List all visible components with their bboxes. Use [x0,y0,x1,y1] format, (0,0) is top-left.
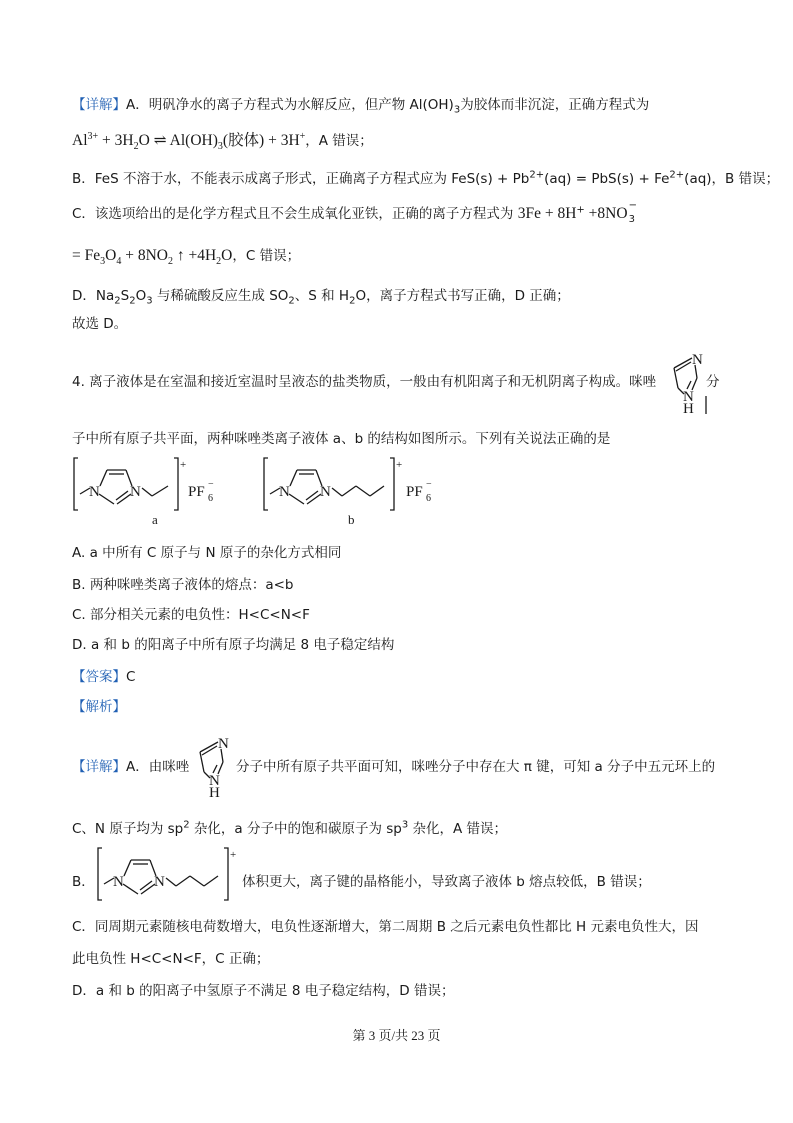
svg-text:H: H [209,785,220,798]
answer-value: C [126,669,136,685]
question-4-line-2: 子中所有原子共平面，两种咪唑类离子液体 a、b 的结构如图所示。下列有关说法正确的是 [72,431,611,447]
explanation-a-line-1-cont: 分子中所有原子共平面可知，咪唑分子中存在大 π 键，可知 a 分子中五元环上的 [236,759,716,775]
explanation-a-line-1: 【详解】A．由咪唑 [72,759,190,775]
detail-tag: 【详解】 [72,97,126,113]
explanation-d: D．a 和 b 的阳离子中氢原子不满足 8 电子稳定结构，D 错误； [72,983,455,999]
paragraph-detail-c: C．该选项给出的是化学方程式且不会生成氧化亚铁，正确的离子方程式为 3Fe + 8H+ +8NO − 3 [72,200,637,225]
equation-c-continued: = $Fe_3O_4 + 8NO_2$ ↑ $+4H_2O$，C 错误； [72,247,301,268]
imidazole-structure-icon [664,344,716,414]
explanation-a-line-2: C、N 原子均为 $sp^2$ 杂化，a 分子中的饱和碳原子为 $sp^3$ 杂化，A 错误； [72,819,508,837]
paragraph-detail-d: D．$Na_2S_2O_3$ 与稀硫酸反应生成 $SO_2$、S 和 $H_2O$，离子方程式书写正确，D 正确； [72,288,570,307]
svg-text:N: N [218,736,229,752]
option-a: A. a 中所有 C 原子与 N 原子的杂化方式相同 [72,545,342,561]
answer-tag: 【答案】 [72,669,126,685]
svg-text:N: N [209,773,220,789]
structure-b-label: b [348,512,355,527]
explanation-c-line-1: C．同周期元素随核电荷数增大，电负性逐渐增大，第二周期 B 之后元素电负性都比 H 元素电负性大，因 [72,919,699,935]
page-footer: 第 3 页/共 23 页 [352,1028,441,1043]
svg-text:N: N [130,484,141,500]
svg-text:N: N [320,484,331,500]
svg-text:+: + [396,459,403,471]
cation-b-structure [96,846,236,902]
svg-text:+: + [230,849,236,861]
explanation-b-prefix: B． [72,874,95,890]
svg-text:PF: PF [188,484,205,500]
structure-a-label: a [152,512,158,527]
question-4-line-1-end: 分 [706,374,720,390]
option-d: D. a 和 b 的阳离子中所有原子均满足 8 电子稳定结构 [72,637,395,653]
svg-text:N: N [89,484,100,500]
svg-text:N: N [113,874,124,890]
paragraph-detail-b: B．FeS 不溶于水，不能表示成离子形式，正确离子方程式应为 $FeS(s) + Pb^{2+}(aq) = PbS(s) + Fe^{2+}(aq)$，B 错误； [72,169,780,187]
svg-text:PF: PF [406,484,423,500]
svg-text:N: N [154,874,165,890]
svg-text:H: H [683,401,694,414]
imidazole-structure-icon-2 [190,728,242,798]
svg-text:N: N [692,352,703,368]
svg-text:−: − [208,479,214,490]
svg-text:+: + [180,459,187,471]
svg-text:6: 6 [426,493,431,504]
svg-text:N: N [279,484,290,500]
equation-a: $Al^{3+} + 3H_2O$ ⇌ $Al(OH)_3$(胶体) + 3H+，A 错误； [72,130,373,153]
svg-text:−: − [426,479,432,490]
answer [72,668,135,686]
option-c: C. 部分相关元素的电负性：H<C<N<F [72,607,310,623]
svg-text:6: 6 [208,493,213,504]
analysis-tag: 【解析】 [72,699,126,715]
explanation-b-text: 体积更大，离子键的晶格能小，导致离子液体 b 熔点较低，B 错误； [242,874,651,890]
paragraph-detail-a: 【详解】A．明矾净水的离子方程式为水解反应，但产物 $Al(OH)_3$为胶体而非沉淀，正确方程式为 [72,97,650,116]
conclusion: 故选 D。 [72,316,128,332]
question-4-line-1: 4. 离子液体是在室温和接近室温时呈液态的盐类物质，一般由有机阳离子和无机阴离子构成。咪唑 [72,374,657,390]
explanation-c-line-2: 此电负性 H<C<N<F，C 正确； [72,951,270,967]
option-b: B. 两种咪唑类离子液体的熔点：a<b [72,577,294,593]
svg-text:N: N [683,389,694,405]
